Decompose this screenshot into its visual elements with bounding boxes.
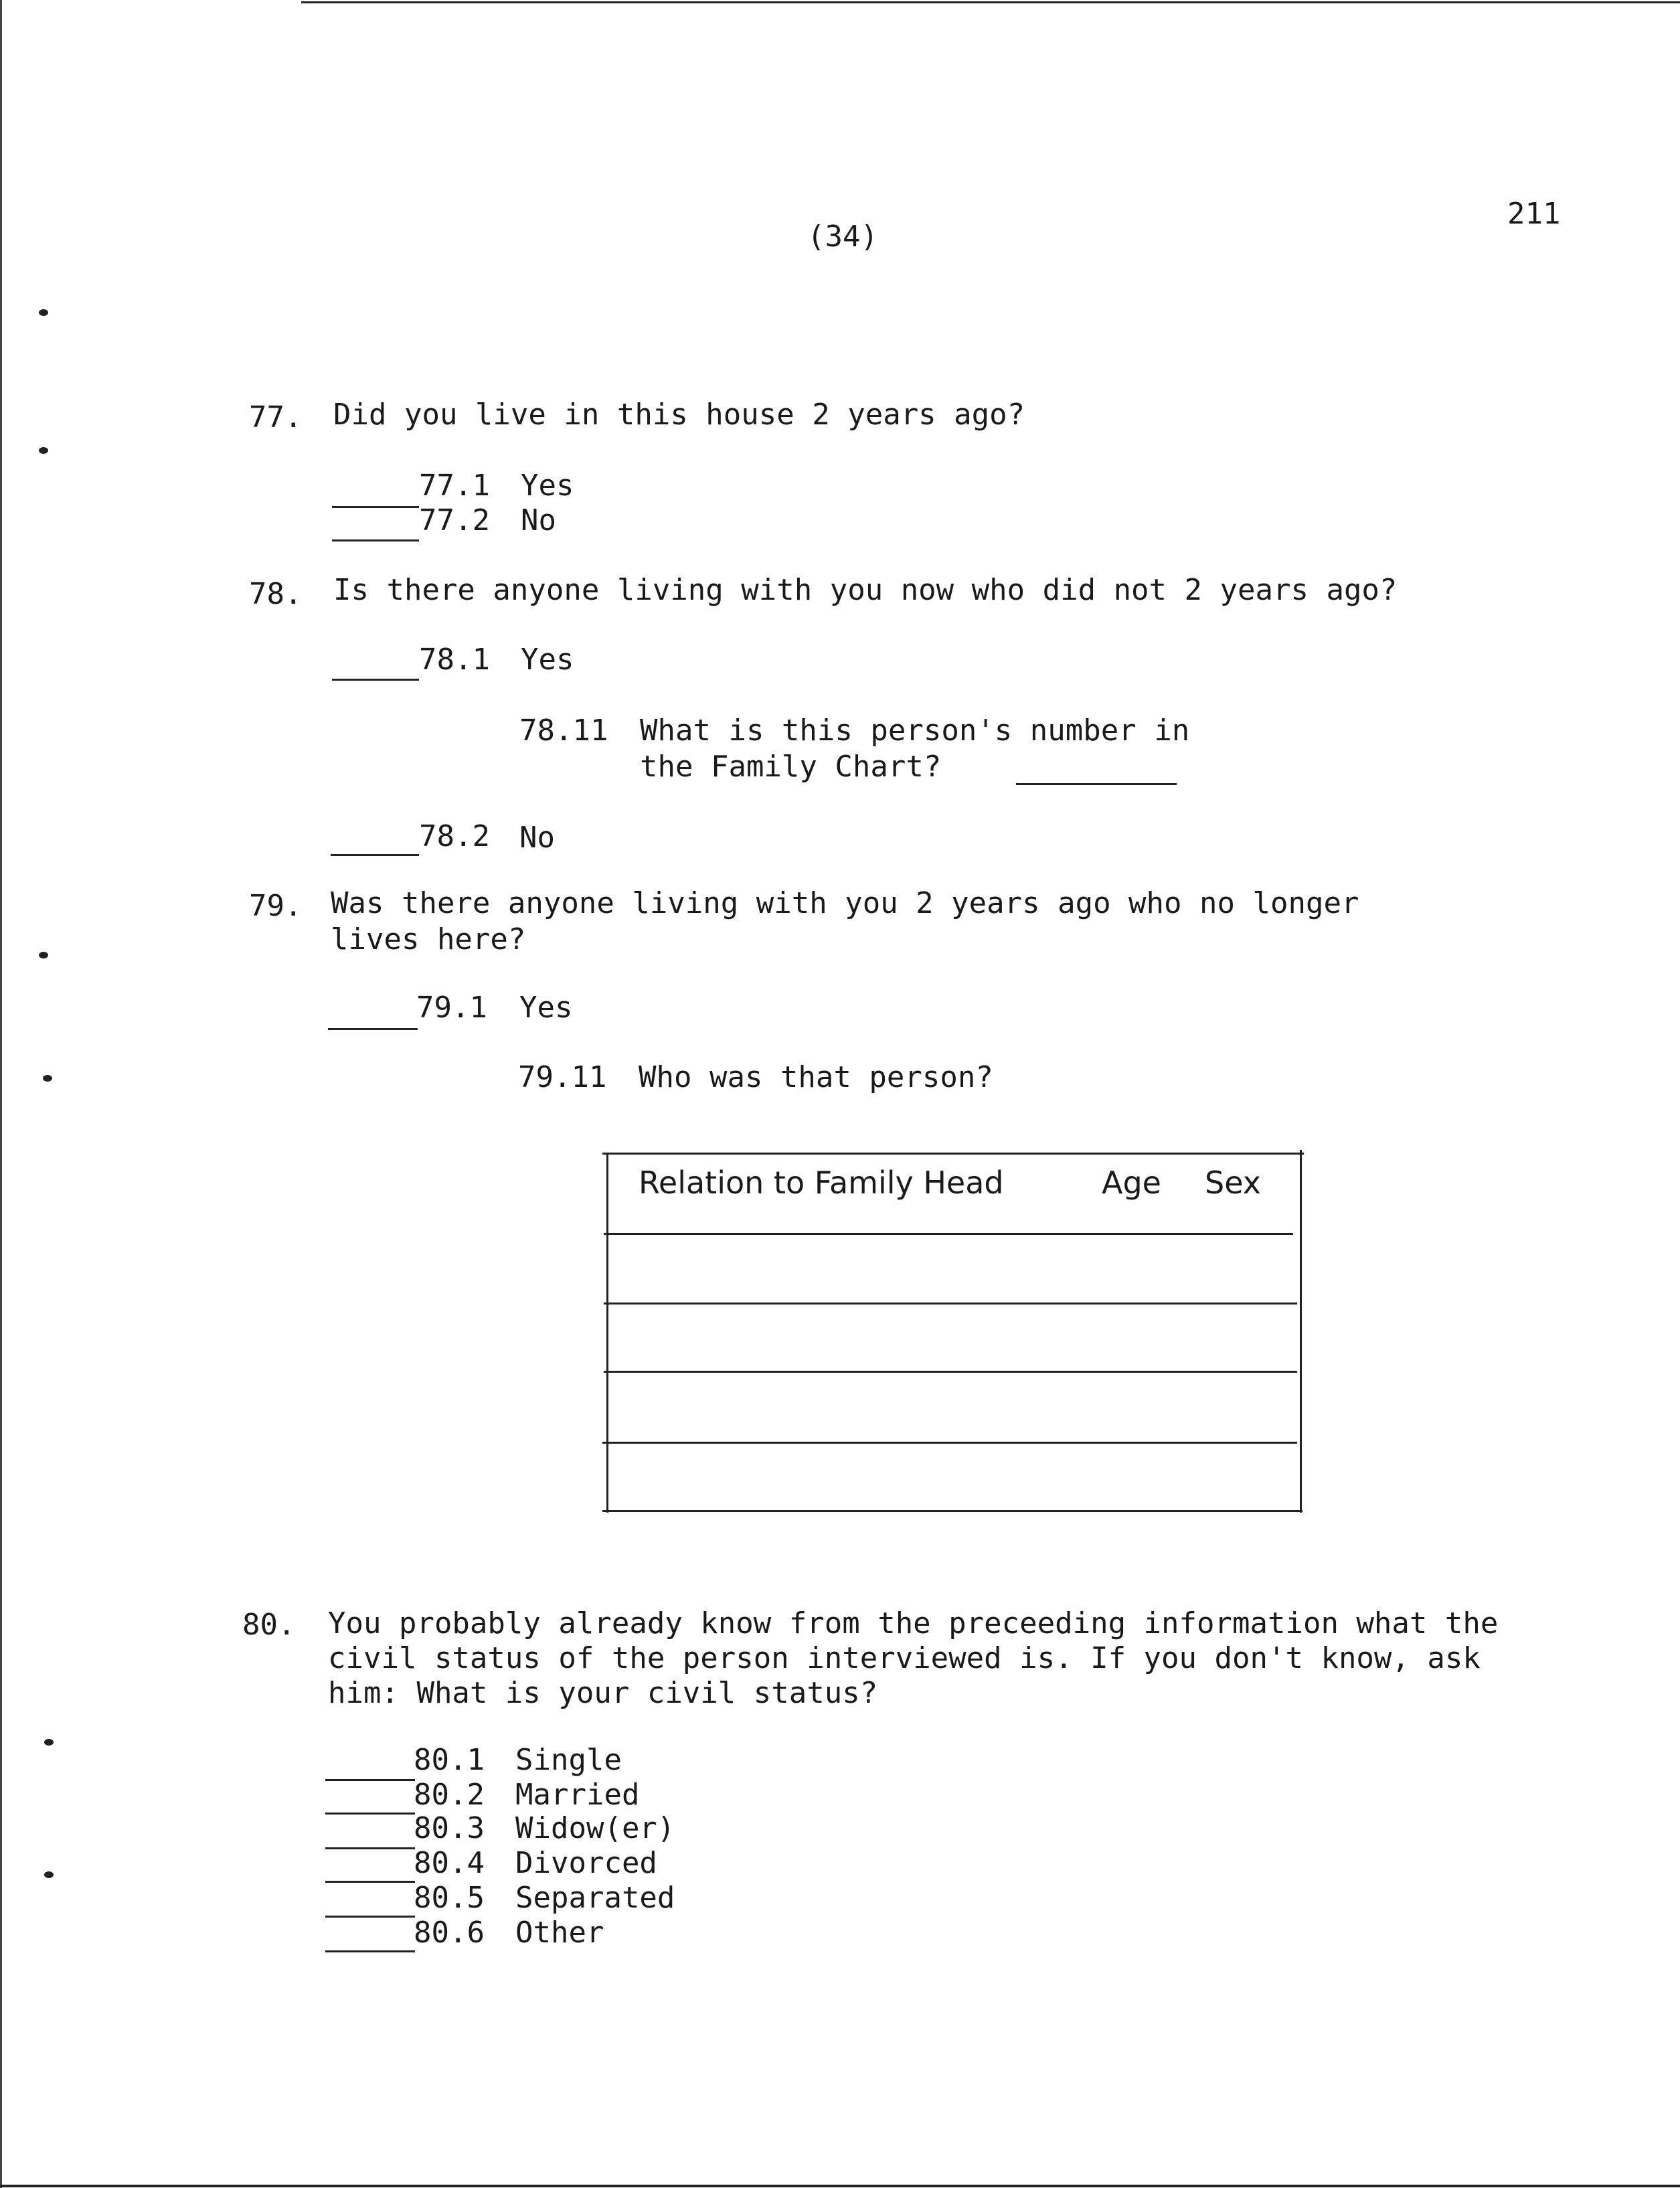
table-row[interactable]	[609, 1305, 1298, 1369]
question-79-line2: lives here?	[331, 922, 526, 956]
subquestion-78-11-code: 78.11	[519, 713, 608, 748]
option-label-80-2: Married	[515, 1778, 640, 1812]
option-code-80-5: 80.5	[414, 1881, 485, 1915]
question-80-line2: civil status of the person interviewed is. If you don't know, ask	[328, 1641, 1481, 1675]
option-code-78-2: 78.2	[419, 819, 490, 853]
answer-blank-80-4[interactable]	[325, 1881, 415, 1883]
family-chart-number-blank[interactable]	[1016, 783, 1177, 785]
page-bottom-border	[0, 2185, 1680, 2187]
table-header-age: Age	[1102, 1165, 1161, 1201]
answer-blank-80-6[interactable]	[325, 1950, 415, 1952]
option-code-80-4: 80.4	[414, 1846, 485, 1880]
scan-mark	[44, 1871, 54, 1878]
page-left-border	[0, 0, 2, 2188]
option-label-79-1: Yes	[519, 991, 573, 1025]
answer-blank-78-2[interactable]	[331, 854, 419, 856]
option-label-80-6: Other	[515, 1916, 604, 1950]
subquestion-79-11-code: 79.11	[518, 1060, 607, 1094]
page-top-border	[301, 1, 1680, 3]
question-80-number: 80.	[242, 1608, 296, 1642]
table-row-divider	[604, 1371, 1297, 1373]
table-row[interactable]	[609, 1236, 1298, 1301]
option-code-78-1: 78.1	[419, 643, 490, 677]
option-label-77-2: No	[521, 503, 556, 537]
option-code-77-1: 77.1	[419, 469, 490, 503]
answer-blank-80-3[interactable]	[325, 1847, 415, 1849]
question-78-text: Is there anyone living with you now who did not 2 years ago?	[333, 573, 1398, 607]
table-bottom-border	[602, 1510, 1303, 1512]
answer-blank-77-2[interactable]	[332, 539, 419, 541]
answer-blank-80-5[interactable]	[325, 1916, 415, 1918]
option-label-77-1: Yes	[521, 469, 574, 503]
table-row[interactable]	[609, 1444, 1298, 1509]
option-label-78-2: No	[519, 821, 555, 855]
answer-blank-79-1[interactable]	[328, 1028, 418, 1030]
subquestion-78-11-line1: What is this person's number in	[640, 713, 1190, 748]
option-label-80-5: Separated	[515, 1881, 675, 1915]
question-80-line1: You probably already know from the preceeding information what the	[328, 1606, 1499, 1640]
table-header-divider	[604, 1233, 1293, 1235]
question-78-number: 78.	[249, 577, 303, 611]
answer-blank-78-1[interactable]	[332, 679, 419, 681]
table-row[interactable]	[609, 1373, 1298, 1440]
option-code-80-3: 80.3	[414, 1811, 485, 1845]
option-code-79-1: 79.1	[416, 991, 487, 1025]
question-79-number: 79.	[249, 889, 303, 923]
table-header-sex: Sex	[1205, 1165, 1261, 1201]
option-label-78-1: Yes	[521, 643, 574, 677]
page-number: 211	[1507, 197, 1561, 231]
option-label-80-4: Divorced	[515, 1846, 657, 1880]
page-label: (34)	[807, 220, 878, 254]
scan-mark	[44, 1739, 54, 1746]
answer-blank-80-1[interactable]	[325, 1779, 415, 1781]
scan-mark	[43, 1075, 52, 1082]
answer-blank-80-2[interactable]	[325, 1813, 415, 1815]
table-right-border	[1300, 1150, 1302, 1513]
answer-blank-77-1[interactable]	[332, 506, 419, 508]
table-top-border	[602, 1153, 1304, 1155]
option-code-80-2: 80.2	[414, 1778, 485, 1812]
option-code-77-2: 77.2	[419, 503, 490, 537]
table-row-divider	[602, 1442, 1297, 1444]
subquestion-79-11-text: Who was that person?	[639, 1060, 993, 1094]
option-code-80-1: 80.1	[414, 1743, 485, 1777]
table-left-border	[606, 1153, 608, 1513]
question-80-line3: him: What is your civil status?	[328, 1676, 878, 1710]
option-label-80-1: Single	[515, 1743, 622, 1777]
scan-mark	[39, 447, 48, 454]
table-header-relation: Relation to Family Head	[639, 1165, 1004, 1201]
option-label-80-3: Widow(er)	[515, 1811, 675, 1845]
question-79-line1: Was there anyone living with you 2 years ago who no longer	[331, 886, 1359, 920]
question-77-text: Did you live in this house 2 years ago?	[333, 398, 1025, 432]
question-77-number: 77.	[249, 400, 303, 434]
option-code-80-6: 80.6	[414, 1916, 485, 1950]
scan-mark	[39, 309, 48, 316]
table-row-divider	[604, 1302, 1297, 1305]
scan-mark	[39, 952, 48, 958]
subquestion-78-11-line2: the Family Chart?	[640, 750, 942, 784]
